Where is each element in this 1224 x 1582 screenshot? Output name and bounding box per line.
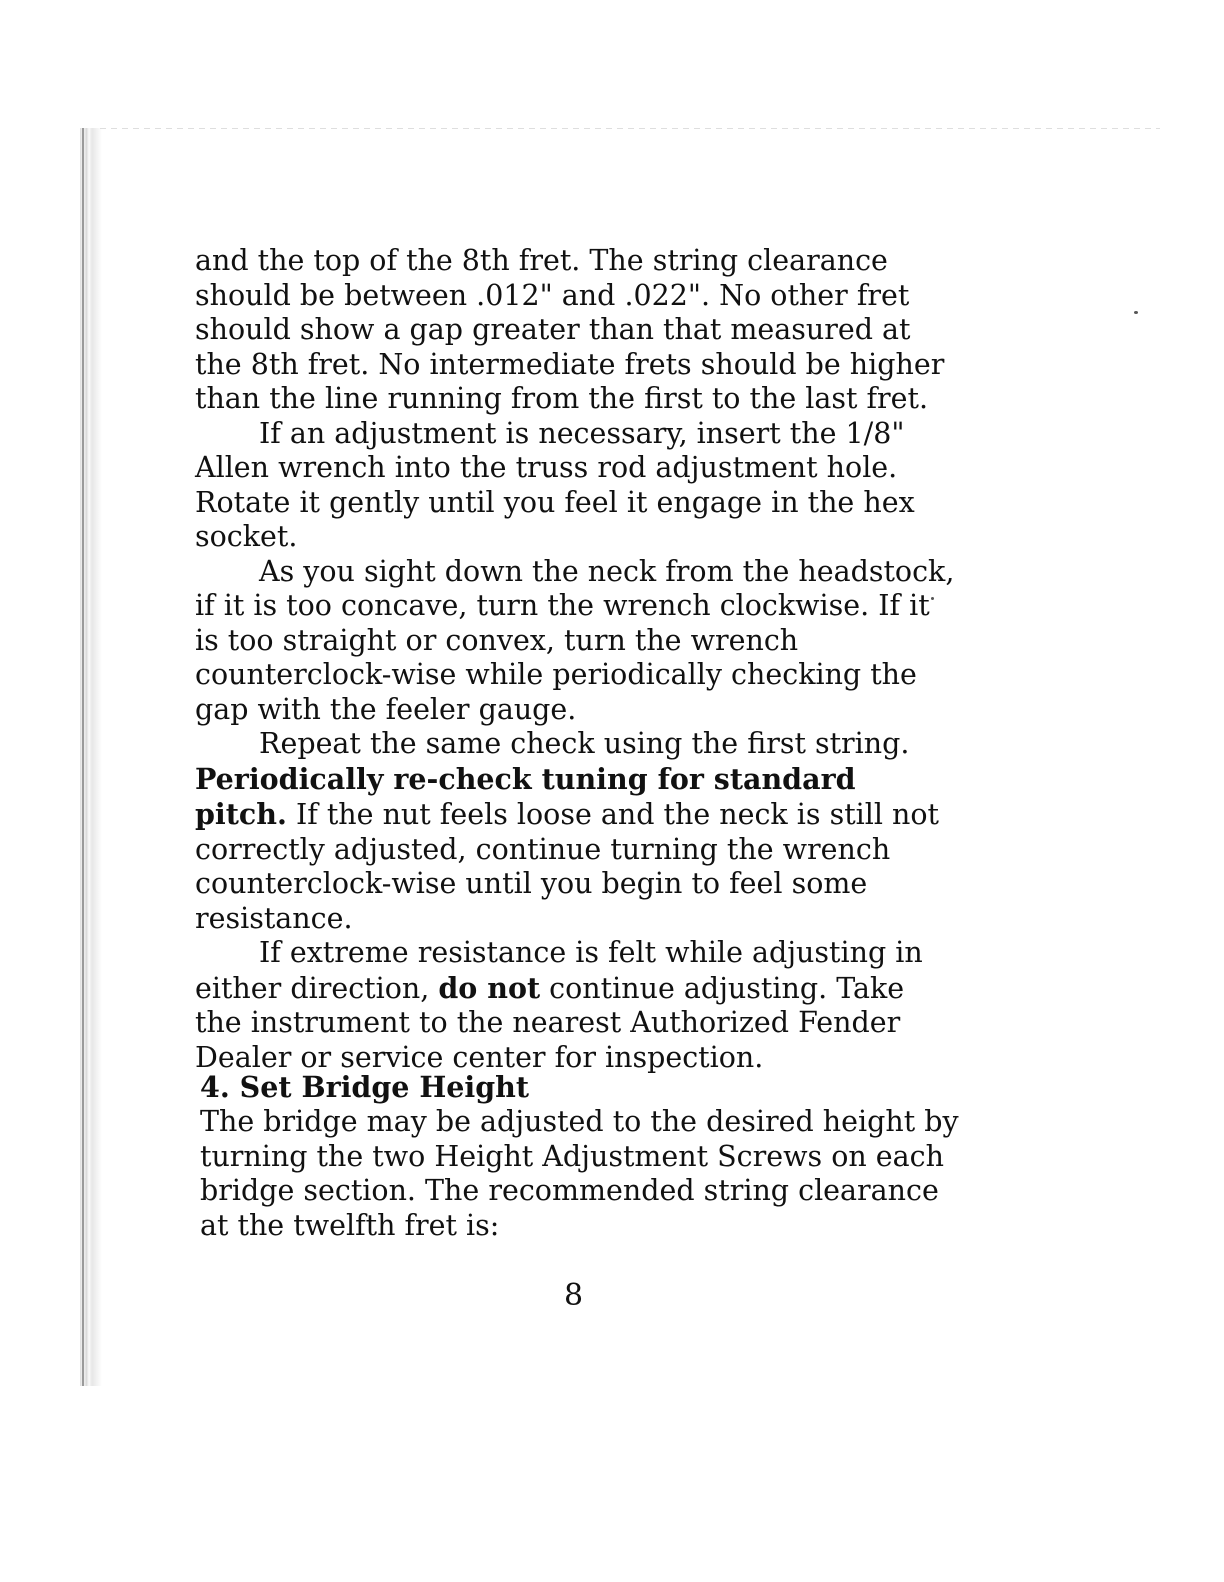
paragraph-text: If extreme resistance is felt while adjusting in either direction,	[195, 936, 923, 1005]
scan-top-edge	[100, 128, 1160, 129]
section-heading: 4. Set Bridge Height	[200, 1070, 530, 1104]
paragraph-text: If an adjustment is necessary, insert the 1/8" Allen wrench into the truss rod adjustment hole. Rotate it gently until you feel it engage in the hex socket.	[195, 416, 915, 553]
page-number: 8	[564, 1278, 584, 1313]
paragraph-text: As you sight down the neck from the headstock, if it is too concave, turn the wrench clockwise. If it is too straight or convex, turn the wrench counterclock-wise while periodically checking the gap with the feeler gauge.	[195, 554, 955, 726]
scan-speck	[1134, 311, 1138, 314]
binding-edge-line	[82, 128, 84, 1386]
paragraph-text: Repeat the same check using the first string.	[259, 727, 910, 760]
paragraph-feeler-check	[195, 244, 955, 417]
emphasis-text: do not	[438, 970, 541, 1005]
paragraph-sight-neck	[195, 555, 955, 728]
emphasis-text: Periodically re-check tuning for standard pitch.	[195, 761, 856, 831]
paragraph-text: If the nut feels loose and the neck is still not correctly adjusted, continue turning the wrench counterclock-wise until you begin to feel some resistance.	[195, 798, 940, 935]
paragraph-extreme-resistance	[195, 936, 955, 1075]
paragraph-text: and the top of the 8th fret. The string clearance should be between .012" and .022". No other fret should show a gap greater than that measured at the 8th fret. No intermediate frets should be higher than the line running from the first to the last fret.	[195, 244, 945, 415]
paragraph-repeat-check	[195, 727, 955, 936]
paragraph-adjustment	[195, 417, 955, 555]
section-paragraph: The bridge may be adjusted to the desired height by turning the two Height Adjustment Screws on each bridge section. The recommended string clearance at the twelfth fret is:	[200, 1105, 959, 1242]
body-text	[195, 244, 955, 1075]
paragraph-text: continue adjusting. Take the instrument to the nearest Authorized Fender Dealer or service center for inspection.	[195, 971, 905, 1074]
